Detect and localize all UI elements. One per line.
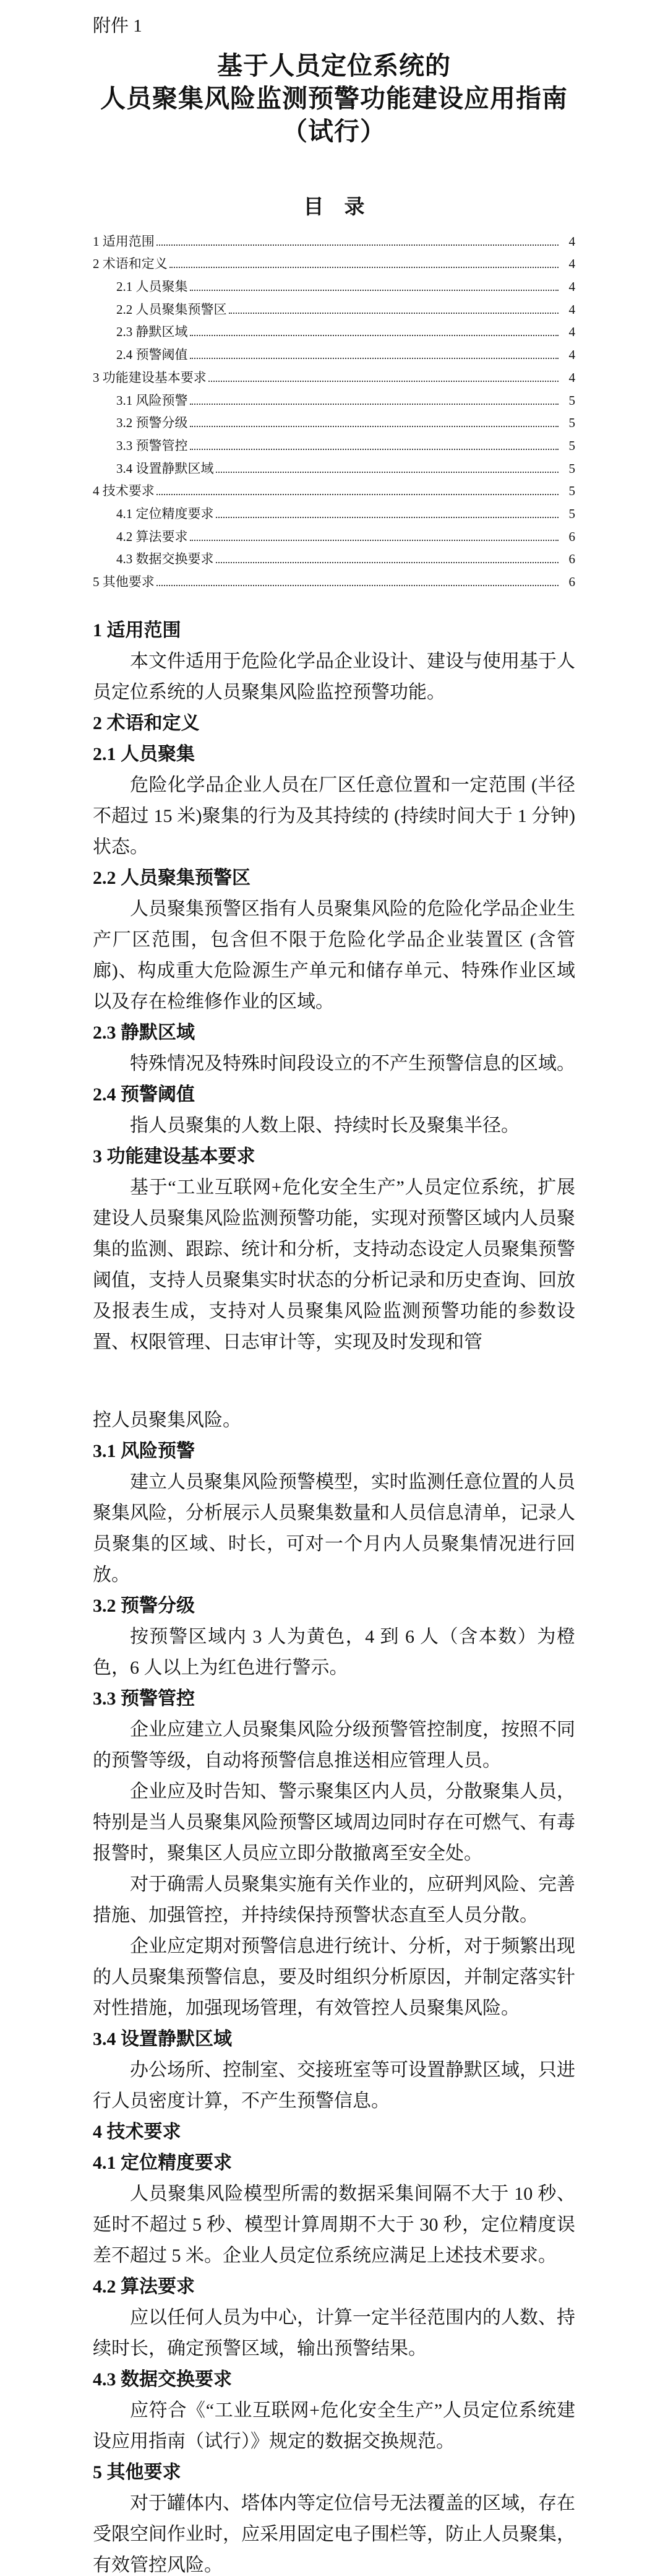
body-paragraph: 特殊情况及特殊时间段设立的不产生预警信息的区域。 [130,1053,575,1074]
toc-entry-label[interactable]: 4.1 定位精度要求 [116,506,214,521]
toc-dot-leader [208,381,559,382]
title-line-3: （试行） [282,117,386,145]
table-of-contents [93,227,575,590]
subsection-heading: 4.2 算法要求 [93,2276,195,2297]
toc-page-number: 5 [568,392,575,408]
toc-page-number: 5 [568,438,575,453]
body-paragraph: 指人员聚集的人数上限、持续时长及聚集半径。 [130,1115,520,1136]
toc-entry[interactable] [93,499,575,522]
toc-entry-label[interactable]: 3 功能建设基本要求 [93,370,207,385]
body-paragraph: 应以任何人员为中心，计算一定半径范围内的人数、持续时长，确定预警区域，输出预警结果。 [93,2307,575,2359]
section-heading: 1 适用范围 [93,620,181,641]
subsection-heading: 4.1 定位精度要求 [93,2153,232,2173]
title-line-2: 人员聚集风险监测预警功能建设应用指南 [100,84,568,113]
toc-entry-label[interactable]: 3.1 风险预警 [116,392,188,408]
toc-page-number: 5 [568,460,575,476]
toc-page-number: 5 [568,483,575,499]
toc-dot-leader [190,335,559,336]
body-paragraph: 基于“工业互联网+危化安全生产”人员定位系统，扩展建设人员聚集风险监测预警功能，实现对预警区域内人员聚集的监测、跟踪、统计和分析，支持动态设定人员聚集预警阈值，支持人员聚集实时状态的分析记录和历史查询、回放及报表生成，支持对人员聚集风险监测预警功能的参数设置、权限管理、日志审计等，实现及时发现和管 [93,1177,575,1352]
toc-dot-leader [190,540,559,541]
attachment-label: 附件 1 [93,16,142,36]
body-paragraph: 对于罐体内、塔体内等定位信号无法覆盖的区域，存在受限空间作业时，应采用固定电子围栏等，防止人员聚集，有效管控风险。 [93,2493,575,2575]
subsection-heading: 3.1 风险预警 [93,1441,195,1461]
toc-dot-leader [229,313,559,314]
toc-entry-label[interactable]: 1 适用范围 [93,233,155,249]
toc-page-number: 6 [568,529,575,544]
toc-dot-leader [190,426,559,427]
toc-entry[interactable] [93,477,575,500]
subsection-heading: 2.4 预警阈值 [93,1084,195,1105]
toc-page-number: 4 [568,301,575,317]
body-paragraph: 建立人员聚集风险预警模型，实时监测任意位置的人员聚集风险，分析展示人员聚集数量和人员信息清单，记录人员聚集的区域、时长，可对一个月内人员聚集情况进行回放。 [93,1472,575,1585]
title-line-1: 基于人员定位系统的 [217,51,451,80]
body-paragraph: 企业应定期对预警信息进行统计、分析，对于频繁出现的人员聚集预警信息，要及时组织分析原因，并制定落实针对性措施，加强现场管理，有效管控人员聚集风险。 [93,1936,575,2018]
toc-dot-leader [216,562,559,563]
body-paragraph: 按预警区域内 3 人为黄色，4 到 6 人（含本数）为橙色，6 人以上为红色进行警示。 [93,1627,575,1678]
toc-entry[interactable] [93,522,575,545]
toc-entry-label[interactable]: 2.3 静默区域 [116,324,188,340]
toc-entry[interactable] [93,295,575,318]
toc-entry[interactable] [93,272,575,295]
body-paragraph: 企业应建立人员聚集风险分级预警管控制度，按照不同的预警等级，自动将预警信息推送相应管理人员。 [93,1719,575,1771]
body-paragraph: 对于确需人员聚集实施有关作业的，应研判风险、完善措施、加强管控，并持续保持预警状态直至人员分散。 [93,1874,575,1926]
toc-dot-leader [216,472,559,473]
toc-entry-label[interactable]: 2.1 人员聚集 [116,279,188,295]
toc-entry[interactable] [93,431,575,454]
toc-entry-label[interactable]: 3.4 设置静默区域 [116,460,214,476]
toc-entry[interactable] [93,386,575,409]
toc-entry[interactable] [93,340,575,363]
toc-page-number: 4 [568,256,575,272]
body-paragraph: 本文件适用于危险化学品企业设计、建设与使用基于人员定位系统的人员聚集风险监控预警功能。 [93,651,575,702]
section-heading: 4 技术要求 [93,2122,181,2142]
toc-page-number: 4 [568,233,575,249]
body-paragraph: 人员聚集风险模型所需的数据采集间隔不大于 10 秒、延时不超过 5 秒、模型计算周期不大于 30 秒，定位精度误差不超过 5 米。企业人员定位系统应满足上述技术要求。 [93,2184,575,2266]
toc-entry-label[interactable]: 2 术语和定义 [93,256,168,272]
toc-dot-leader [156,585,559,586]
toc-dot-leader [216,517,559,518]
toc-entry-label[interactable]: 3.3 预警管控 [116,438,188,453]
subsection-heading: 3.3 预警管控 [93,1688,195,1709]
body-paragraph: 应符合《“工业互联网+危化安全生产”人员定位系统建设应用指南（试行）》规定的数据交换规范。 [93,2400,575,2452]
body-paragraph: 办公场所、控制室、交接班室等可设置静默区域，只进行人员密度计算，不产生预警信息。 [93,2060,575,2111]
toc-entry-label[interactable]: 5 其他要求 [93,574,155,589]
toc-page-number: 6 [568,551,575,567]
toc-heading: 目 录 [303,196,365,218]
toc-entry-label[interactable]: 4 技术要求 [93,483,155,499]
toc-page-number: 6 [568,574,575,589]
toc-page-number: 5 [568,506,575,521]
body-paragraph: 危险化学品企业人员在厂区任意位置和一定范围 (半径不超过 15 米)聚集的行为及其持续的 (持续时间大于 1 分钟)状态。 [93,775,575,857]
toc-page-number: 4 [568,370,575,385]
toc-dot-leader [156,244,559,246]
toc-entry-label[interactable]: 2.2 人员聚集预警区 [116,301,227,317]
toc-entry[interactable] [93,568,575,590]
document-body [93,615,575,2576]
toc-page-number: 4 [568,324,575,340]
subsection-heading: 3.4 设置静默区域 [93,2029,232,2049]
document-title [93,50,575,148]
toc-dot-leader [190,404,559,405]
toc-dot-leader [156,494,559,495]
subsection-heading: 4.3 数据交换要求 [93,2369,232,2390]
section-heading: 3 功能建设基本要求 [93,1146,255,1167]
toc-entry[interactable] [93,454,575,477]
toc-dot-leader [169,267,559,268]
toc-entry[interactable] [93,545,575,568]
toc-page-number: 5 [568,415,575,431]
toc-dot-leader [190,290,559,291]
subsection-heading: 2.1 人员聚集 [93,744,195,764]
toc-entry[interactable] [93,363,575,386]
body-paragraph: 控人员聚集风险。 [93,1410,241,1430]
body-paragraph: 人员聚集预警区指有人员聚集风险的危险化学品企业生产厂区范围，包含但不限于危险化学品企业装置区 (含管廊)、构成重大危险源生产单元和储存单元、特殊作业区域以及存在检维修作业的区域。 [93,899,575,1012]
toc-entry-label[interactable]: 4.3 数据交换要求 [116,551,214,567]
subsection-heading: 2.3 静默区域 [93,1022,195,1043]
toc-entry-label[interactable]: 2.4 预警阈值 [116,347,188,363]
toc-dot-leader [190,358,559,359]
toc-entry[interactable] [93,318,575,341]
body-paragraph: 企业应及时告知、警示聚集区内人员，分散聚集人员，特别是当人员聚集风险预警区域周边同时存在可燃气、有毒报警时，聚集区人员应立即分散撤离至安全处。 [93,1781,575,1864]
section-heading: 2 术语和定义 [93,713,200,733]
toc-dot-leader [190,449,559,450]
subsection-heading: 2.2 人员聚集预警区 [93,868,250,888]
subsection-heading: 3.2 预警分级 [93,1596,195,1616]
toc-entry[interactable] [93,409,575,432]
toc-page-number: 4 [568,279,575,295]
section-heading: 5 其他要求 [93,2462,181,2483]
page-break-gap [93,1358,575,1405]
toc-entry-label[interactable]: 4.2 算法要求 [116,529,188,544]
toc-entry[interactable] [93,227,575,250]
toc-page-number: 4 [568,347,575,363]
toc-entry[interactable] [93,250,575,273]
toc-entry-label[interactable]: 3.2 预警分级 [116,415,188,431]
